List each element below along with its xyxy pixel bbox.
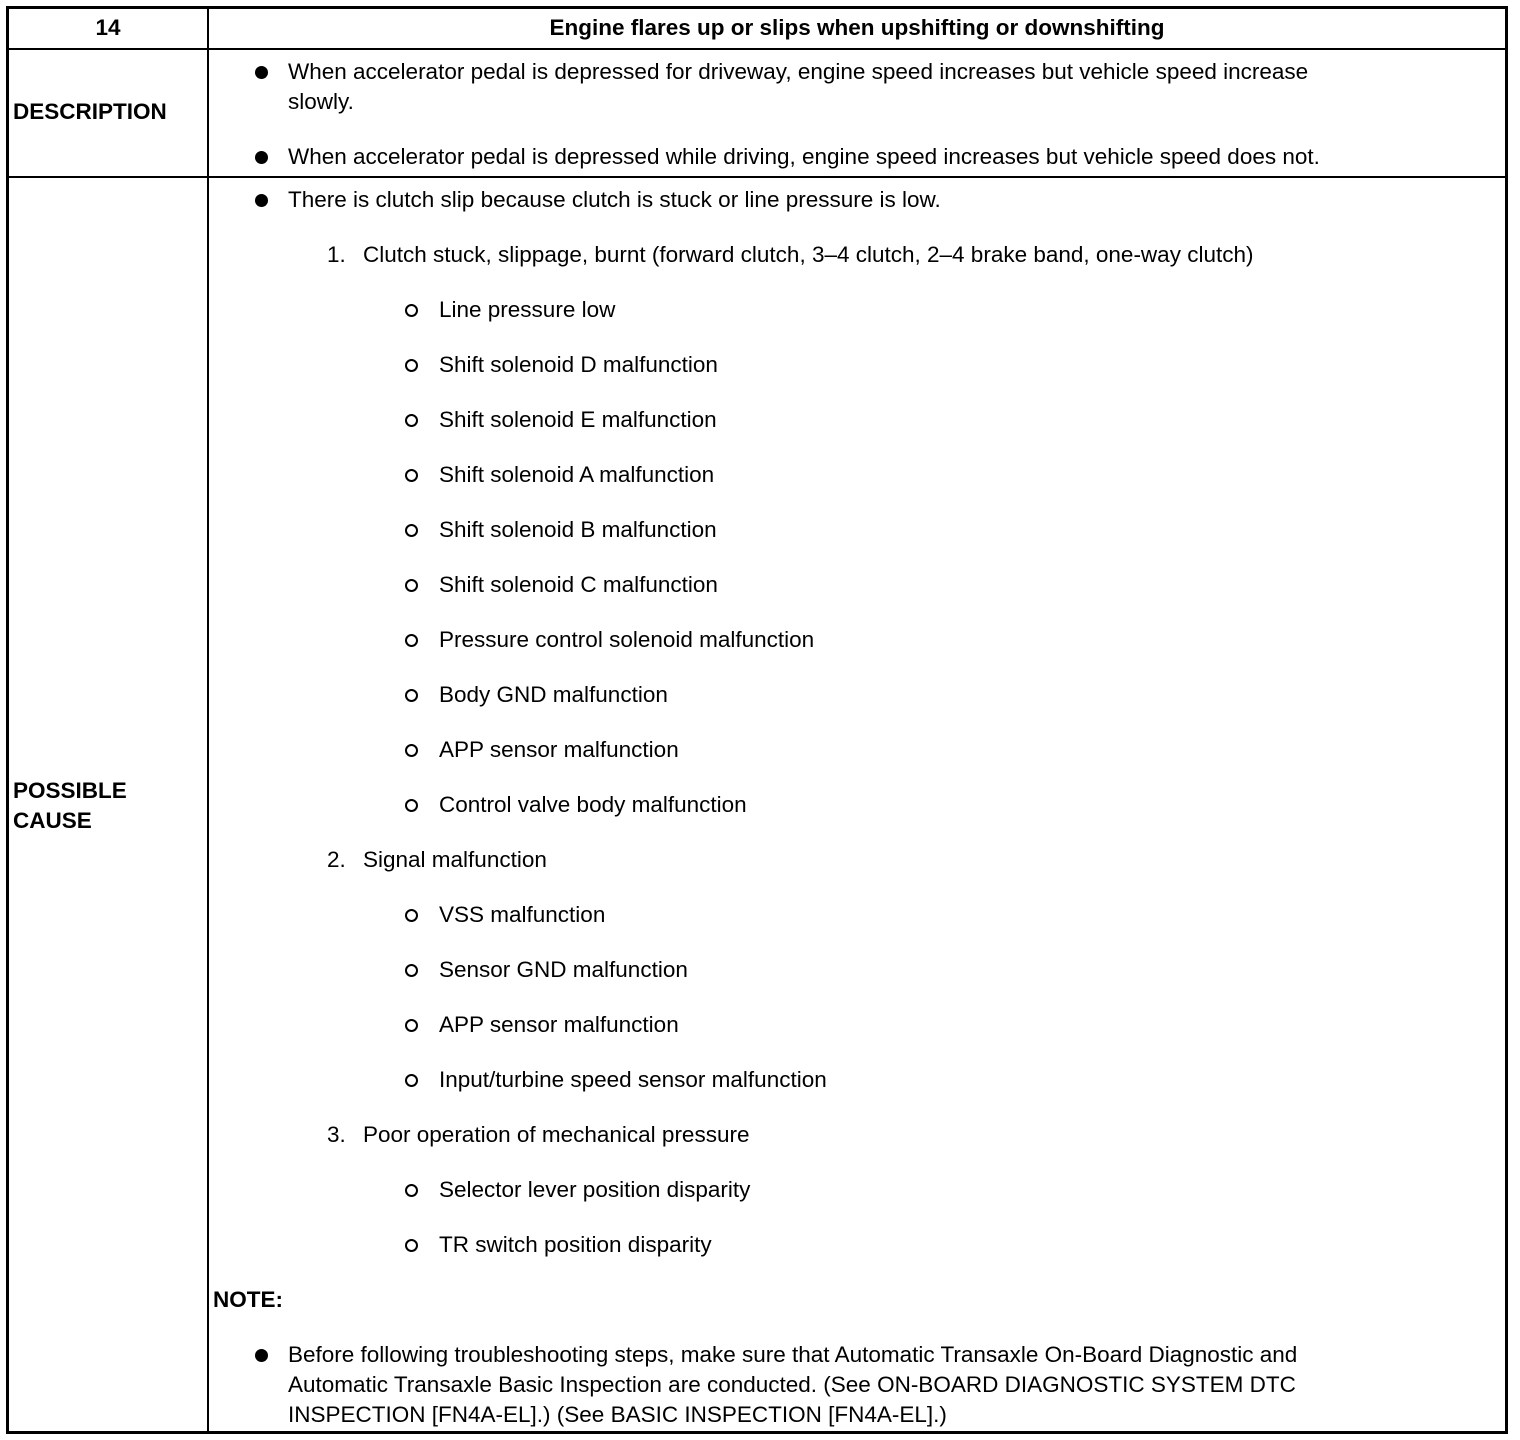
- note-line-3: INSPECTION [FN4A-EL].) (See BASIC INSPECTION [FN4A-EL].): [288, 1402, 947, 1427]
- group-1-item: Pressure control solenoid malfunction: [439, 627, 815, 652]
- bullet-dot: [255, 194, 268, 207]
- description-bullet-1-line-1: When accelerator pedal is depressed for driveway, engine speed increases but vehicle speed increase: [288, 59, 1309, 84]
- group-2-item: VSS malfunction: [439, 902, 606, 927]
- sub-bullet-circle: [405, 579, 418, 592]
- troubleshooting-table: [6, 6, 1508, 1434]
- group-1-item: Shift solenoid A malfunction: [439, 462, 715, 487]
- group-1-item: Body GND malfunction: [439, 682, 668, 707]
- group-3-item: TR switch position disparity: [439, 1232, 712, 1257]
- sub-bullet-circle: [405, 744, 418, 757]
- possible-cause-label-line-1: POSSIBLE: [13, 778, 127, 803]
- sub-bullet-circle: [405, 359, 418, 372]
- note-line-2: Automatic Transaxle Basic Inspection are conducted. (See ON-BOARD DIAGNOSTIC SYSTEM DTC: [288, 1372, 1296, 1397]
- sub-bullet-circle: [405, 524, 418, 537]
- row-divider-description: [9, 176, 1505, 178]
- sub-bullet-circle: [405, 1239, 418, 1252]
- sub-bullet-circle: [405, 799, 418, 812]
- group-3-number: 3.: [327, 1122, 346, 1147]
- sub-bullet-circle: [405, 909, 418, 922]
- description-label: DESCRIPTION: [13, 99, 167, 124]
- group-1-title: Clutch stuck, slippage, burnt (forward clutch, 3–4 clutch, 2–4 brake band, one-way clutch): [363, 242, 1254, 267]
- group-2-number: 2.: [327, 847, 346, 872]
- group-1-number: 1.: [327, 242, 346, 267]
- sub-bullet-circle: [405, 634, 418, 647]
- bullet-dot: [255, 66, 268, 79]
- group-1-item: Shift solenoid B malfunction: [439, 517, 717, 542]
- group-2-item: Sensor GND malfunction: [439, 957, 688, 982]
- group-3-title: Poor operation of mechanical pressure: [363, 1122, 750, 1147]
- note-label: NOTE:: [213, 1287, 283, 1312]
- possible-cause-label-line-2: CAUSE: [13, 808, 92, 833]
- sub-bullet-circle: [405, 1074, 418, 1087]
- sub-bullet-circle: [405, 1184, 418, 1197]
- description-bullet-1-line-2: slowly.: [288, 89, 354, 114]
- group-1-item: Control valve body malfunction: [439, 792, 747, 817]
- group-1-item: Shift solenoid D malfunction: [439, 352, 718, 377]
- sub-bullet-circle: [405, 689, 418, 702]
- group-1-item: APP sensor malfunction: [439, 737, 679, 762]
- sub-bullet-circle: [405, 304, 418, 317]
- group-2-item: APP sensor malfunction: [439, 1012, 679, 1037]
- group-2-title: Signal malfunction: [363, 847, 547, 872]
- symptom-number: 14: [95, 15, 121, 40]
- sub-bullet-circle: [405, 469, 418, 482]
- group-2-item: Input/turbine speed sensor malfunction: [439, 1067, 827, 1092]
- row-divider-header: [9, 48, 1505, 50]
- note-line-1: Before following troubleshooting steps, make sure that Automatic Transaxle On-Board Diagnostic and: [288, 1342, 1298, 1367]
- group-1-item: Shift solenoid E malfunction: [439, 407, 717, 432]
- cause-intro: There is clutch slip because clutch is stuck or line pressure is low.: [288, 187, 941, 212]
- column-divider: [207, 9, 209, 1431]
- group-1-item: Shift solenoid C malfunction: [439, 572, 718, 597]
- group-1-item: Line pressure low: [439, 297, 616, 322]
- symptom-title: Engine flares up or slips when upshifting or downshifting: [549, 15, 1165, 40]
- sub-bullet-circle: [405, 1019, 418, 1032]
- bullet-dot: [255, 151, 268, 164]
- sub-bullet-circle: [405, 964, 418, 977]
- sub-bullet-circle: [405, 414, 418, 427]
- bullet-dot: [255, 1349, 268, 1362]
- group-3-item: Selector lever position disparity: [439, 1177, 751, 1202]
- description-bullet-2: When accelerator pedal is depressed while driving, engine speed increases but vehicle speed does not.: [288, 144, 1320, 169]
